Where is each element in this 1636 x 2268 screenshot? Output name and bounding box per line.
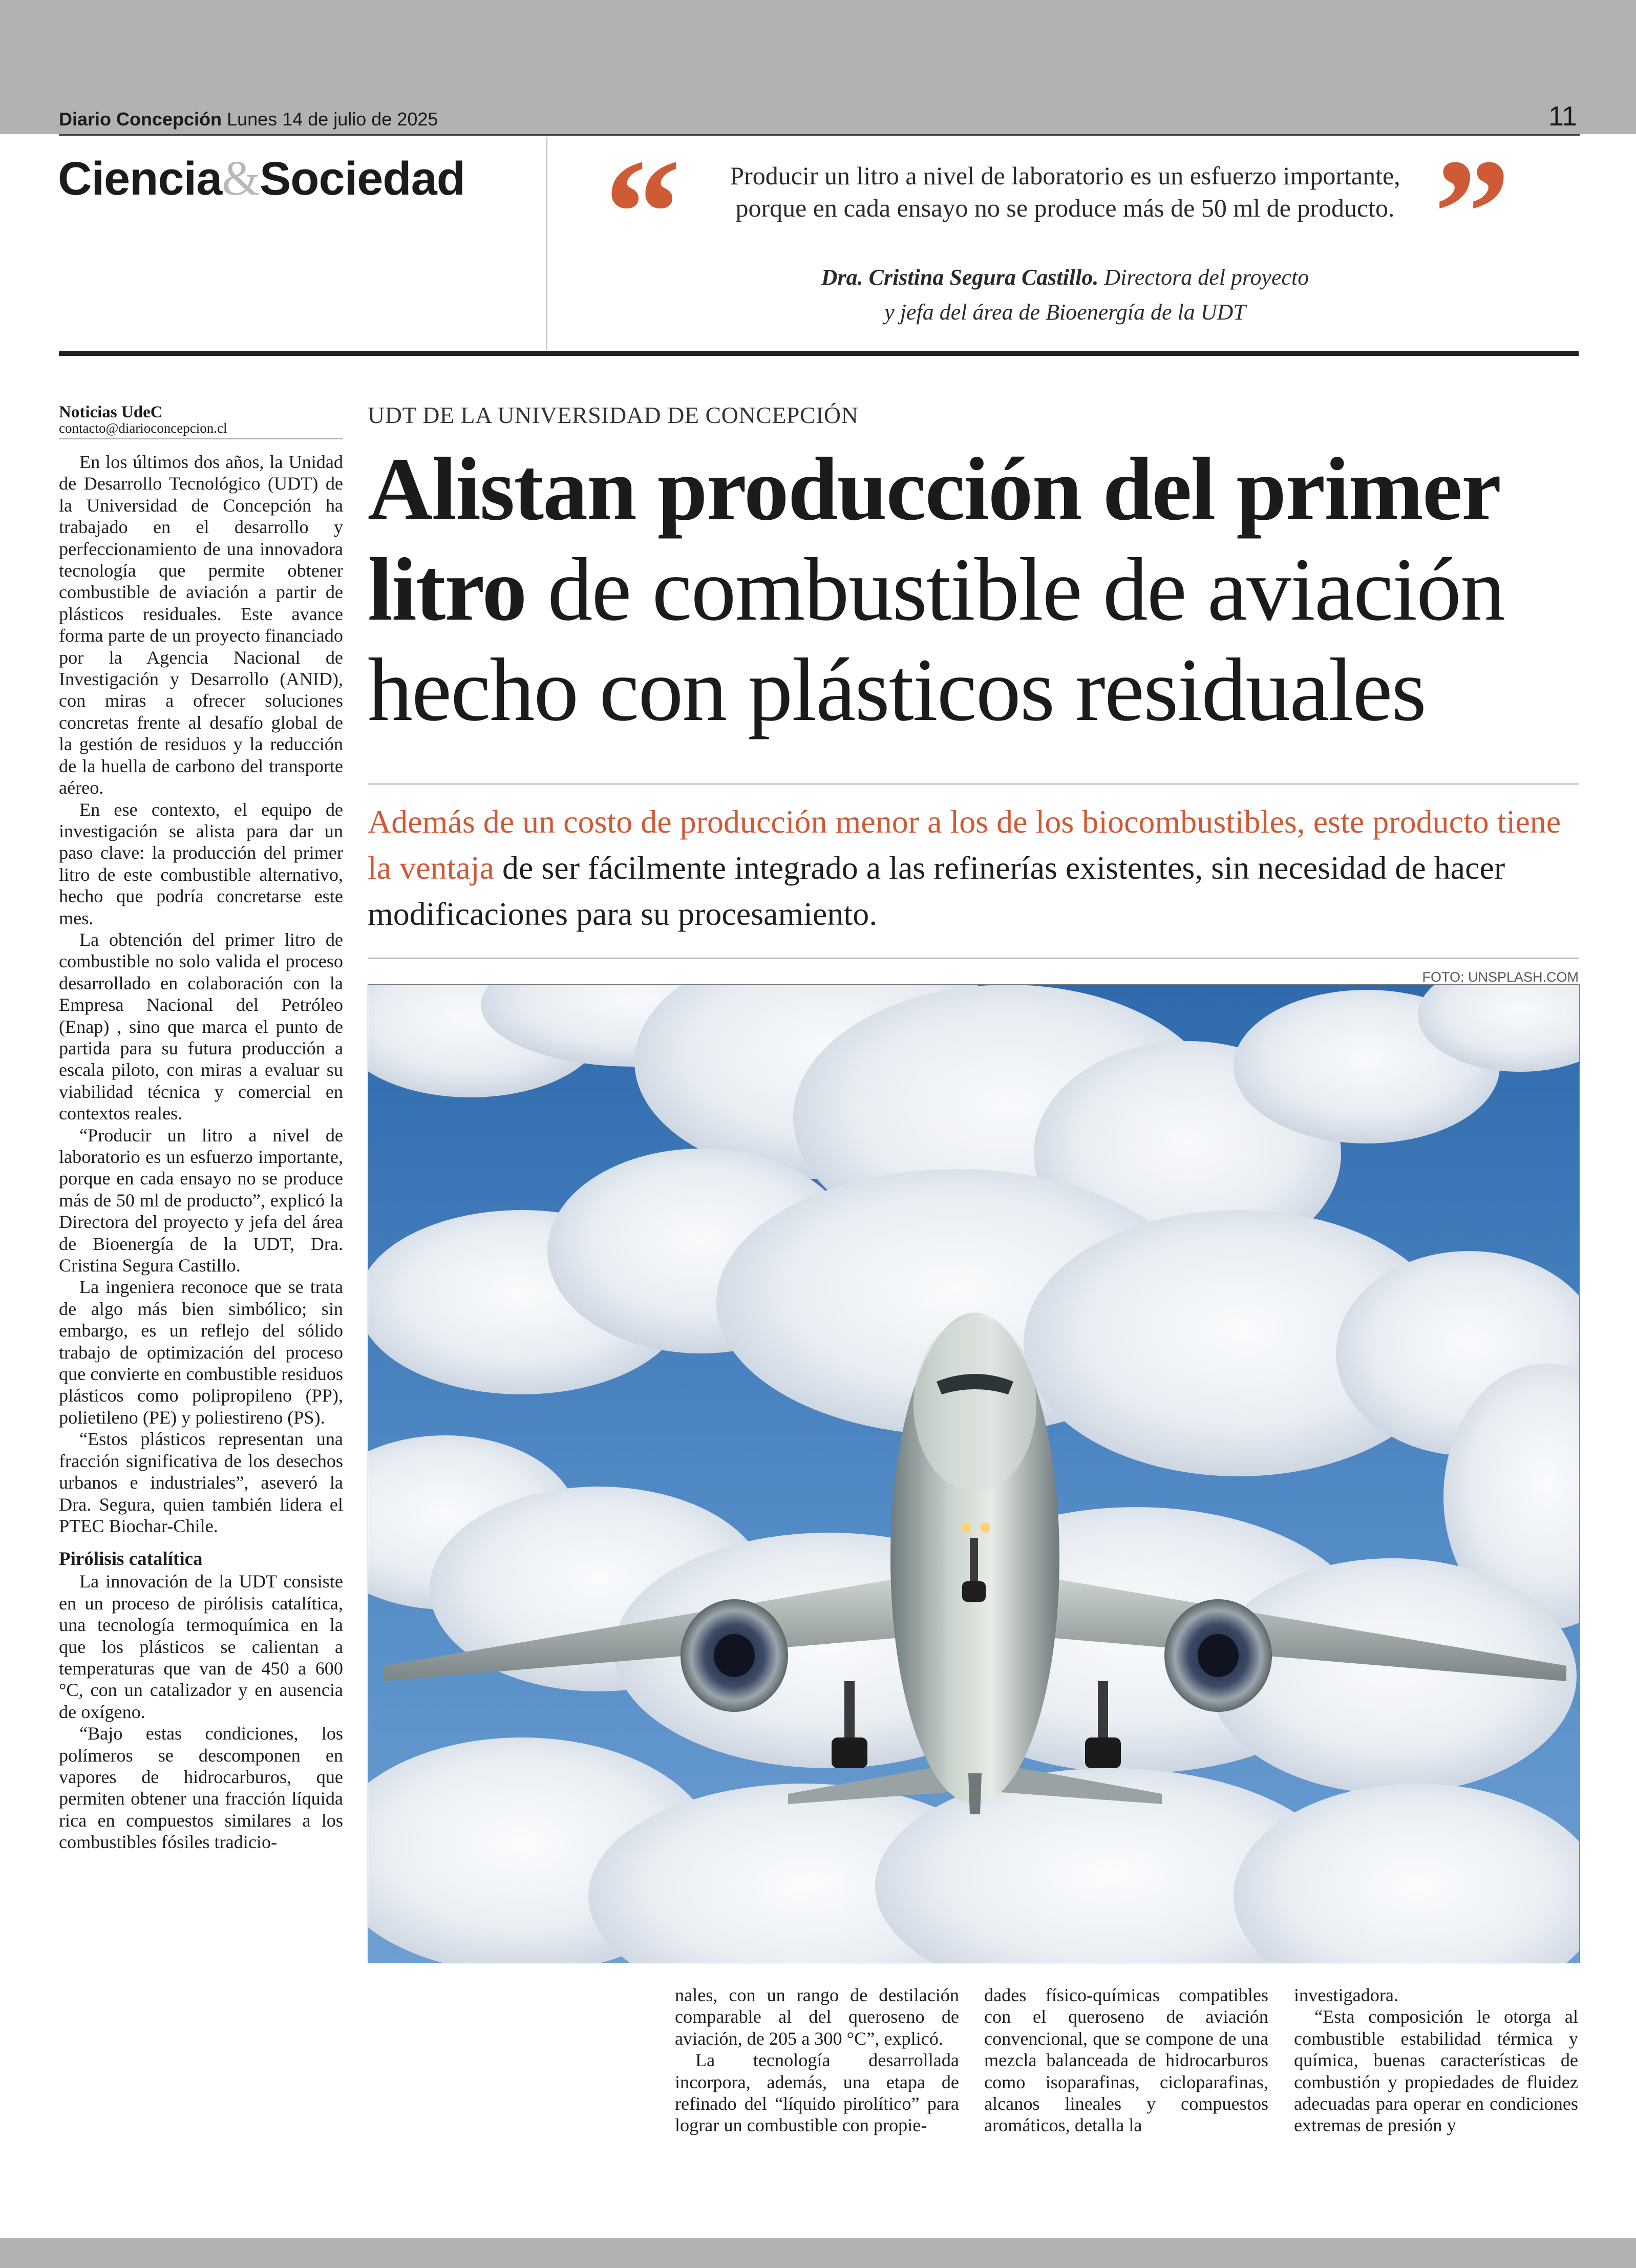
body-paragraph: “Estos plásticos representan una fracción significativa de los desechos urbanos e industriales”, aseveró la Dra. Segura, quien también lidera el PTEC Biochar-Chile. <box>59 1429 343 1536</box>
pull-quote-attribution <box>702 260 1429 330</box>
body-paragraph: La obtención del primer litro de combustible no solo valida el proceso desarrollado en colaboración con la Empresa Nacional del Petróleo (Enap) , sino que marca el punto de partida para su futura producción a escala piloto, con miras a evaluar su viabilidad técnica y comercial en contextos reales. <box>59 929 343 1124</box>
body-paragraph: “Bajo estas condiciones, los polímeros se descomponen en vapores de hidrocarburos, que permiten obtener una fracción líquida rica en compuestos similares a los combustibles fósiles tradicio- <box>59 1723 343 1853</box>
pull-quote-role-1: Directora del proyecto <box>1104 265 1309 290</box>
header-rule <box>59 134 1580 136</box>
body-paragraph: La ingeniera reconoce que se trata de algo más bien simbólico; sin embargo, es un reflejo del sólido trabajo de optimización del proceso que convierte en combustible residuos plásticos como polipropileno (PP), polietileno (PE) y poliestireno (PS). <box>59 1277 343 1428</box>
pull-quote-role-2: y jefa del área de Bioenergía de la UDT <box>884 300 1246 325</box>
body-paragraph: La innovación de la UDT consiste en un proceso de pirólisis catalítica, una tecnología termoquímica en la que los plásticos se calientan a temperaturas que van de 450 a 600 °C, con un catalizador y en ausencia de oxígeno. <box>59 1571 343 1722</box>
body-paragraph: La tecnología desarrollada incorpora, además, una etapa de refinado del “líquido pirolítico” para lograr un combustible con propie- <box>675 2050 959 2136</box>
publication-date: Lunes 14 de julio de 2025 <box>227 109 438 130</box>
airplane-sky-illustration <box>368 985 1579 1963</box>
section-title <box>58 150 465 206</box>
airplane-photo <box>368 984 1580 1963</box>
photo-credit: FOTO: UNSPLASH.COM <box>1422 969 1579 985</box>
body-paragraph: investigadora. <box>1294 1985 1398 2005</box>
deck-top-rule <box>368 783 1579 785</box>
article-deck <box>368 799 1581 937</box>
body-paragraph: En ese contexto, el equipo de investigación se alista para dar un paso clave: la producción del primer litro de este combustible alternativo, hecho que podría concretarse este mes. <box>59 799 343 928</box>
header-thick-rule <box>59 351 1579 356</box>
body-paragraph: “Producir un litro a nivel de laboratorio es un esfuerzo importante, porque en cada ensayo no se produce más de 50 ml de producto”, explicó la Directora del proyecto y jefa del área de Bioenergía de la UDT, Dra. Cristina Segura Castillo. <box>59 1125 343 1276</box>
byline-author: Noticias UdeC <box>59 403 163 421</box>
article-kicker: UDT DE LA UNIVERSIDAD DE CONCEPCIÓN <box>368 402 859 428</box>
article-column-4 <box>1294 1984 1578 2136</box>
section-ampersand: & <box>222 151 260 205</box>
body-paragraph: En los últimos dos años, la Unidad de Desarrollo Tecnológico (UDT) de la Universidad de Concepción ha trabajado en el desarrollo y perfeccionamiento de una innovadora tecnología que permite obtener combustible de aviación a partir de plásticos residuales. Este avance forma parte de un proyecto financiado por la Agencia Nacional de Investigación y Desarrollo (ANID), con miras a ofrecer soluciones concretas frente al desafío global de la gestión de residuos y la reducción de la huella de carbono del transporte aéreo. <box>59 452 343 798</box>
headline-rest: de combustible de aviación hecho con plásticos residuales <box>368 540 1505 740</box>
section-title-part2: Sociedad <box>259 153 465 205</box>
page-number: 11 <box>1548 101 1577 132</box>
body-paragraph: dades físico-químicas compatibles con el queroseno de aviación convencional, que se compone de una mezcla balanceada de hidrocarburos como isoparafinas, cicloparafinas, alcanos lineales y compuestos aromáticos, detalla la <box>984 1985 1268 2136</box>
pull-quote-author: Dra. Cristina Segura Castillo. <box>821 265 1099 290</box>
publication-name: Diario Concepción <box>59 109 222 130</box>
headline-bold: Alistan producción del primer litro <box>368 439 1499 640</box>
body-paragraph: “Esta composición le otorga al combustible estabilidad térmica y química, buenas características de combustión y propiedades de fluidez adecuadas para operar en condiciones extremas de presión y <box>1294 2006 1578 2136</box>
section-title-part1: Ciencia <box>58 153 222 205</box>
quote-open-mark: “ <box>604 128 681 298</box>
article-column-2 <box>675 1984 959 2136</box>
deck-rest: de ser fácilmente integrado a las refinerías existentes, sin necesidad de hacer modificaciones para su procesamiento. <box>368 850 1505 932</box>
byline-rule <box>59 438 343 439</box>
quote-close-mark: ” <box>1434 128 1511 298</box>
header-divider <box>546 137 547 350</box>
article-column-1 <box>59 451 343 1853</box>
pull-quote-text: Producir un litro a nivel de laboratorio es un esfuerzo importante, porque en cada ensayo no se produce más de 50 ml de producto. <box>730 161 1400 222</box>
deck-accent: Además de un costo de producción menor a los de los biocombustibles, este producto tiene la ventaja <box>368 803 1561 886</box>
subheading: Pirólisis catalítica <box>59 1549 203 1570</box>
article-column-3 <box>984 1984 1268 2136</box>
deck-bottom-rule <box>368 958 1579 959</box>
body-paragraph: nales, con un rango de destilación comparable al del queroseno de aviación, de 205 a 300 °C”, explicó. <box>675 1985 959 2049</box>
article-headline <box>368 439 1586 740</box>
publication-line <box>59 109 438 130</box>
byline-email[interactable]: contacto@diarioconcepcion.cl <box>59 420 227 436</box>
